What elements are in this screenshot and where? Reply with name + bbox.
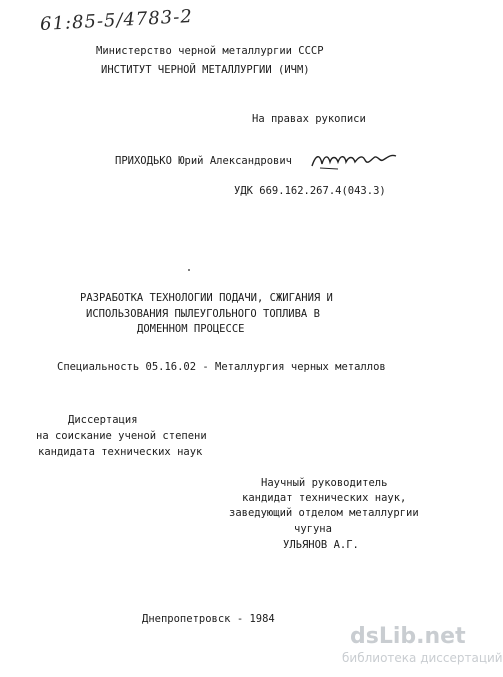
dissertation-line-2: на соискание ученой степени bbox=[36, 430, 207, 442]
author-name: ПРИХОДЬКО Юрий Александрович bbox=[115, 155, 293, 167]
supervisor-line-1: Научный руководитель bbox=[261, 477, 388, 489]
supervisor-line-2: кандидат технических наук, bbox=[242, 492, 407, 504]
udc-code: УДК 669.162.267.4(043.3) bbox=[234, 185, 386, 197]
institute-name: ИНСТИТУТ ЧЕРНОЙ МЕТАЛЛУРГИИ (ИЧМ) bbox=[101, 64, 310, 76]
dissertation-line-1: Диссертация bbox=[68, 414, 138, 426]
dot-mark bbox=[188, 269, 190, 271]
title-line-3: ДОМЕННОМ ПРОЦЕССЕ bbox=[137, 323, 245, 335]
supervisor-line-4: чугуна bbox=[294, 523, 332, 535]
ministry-name: Министерство черной металлургии СССР bbox=[96, 45, 324, 57]
title-line-2: ИСПОЛЬЗОВАНИЯ ПЫЛЕУГОЛЬНОГО ТОПЛИВА В bbox=[86, 308, 320, 320]
specialty: Специальность 05.16.02 - Металлургия черных металлов bbox=[57, 361, 386, 373]
city-year: Днепропетровск - 1984 bbox=[142, 613, 275, 625]
author-signature bbox=[308, 148, 400, 174]
watermark-logo: dsLib.net bbox=[350, 624, 466, 649]
archive-number: 61:85-5/4783-2 bbox=[39, 6, 194, 35]
title-line-1: РАЗРАБОТКА ТЕХНОЛОГИИ ПОДАЧИ, СЖИГАНИЯ И bbox=[80, 292, 333, 304]
supervisor-name: УЛЬЯНОВ А.Г. bbox=[283, 539, 359, 551]
watermark-subtitle: библиотека диссертаций bbox=[342, 651, 503, 665]
rights-note: На правах рукописи bbox=[252, 113, 366, 125]
supervisor-line-3: заведующий отделом металлургии bbox=[229, 507, 419, 519]
dissertation-line-3: кандидата технических наук bbox=[38, 446, 203, 458]
